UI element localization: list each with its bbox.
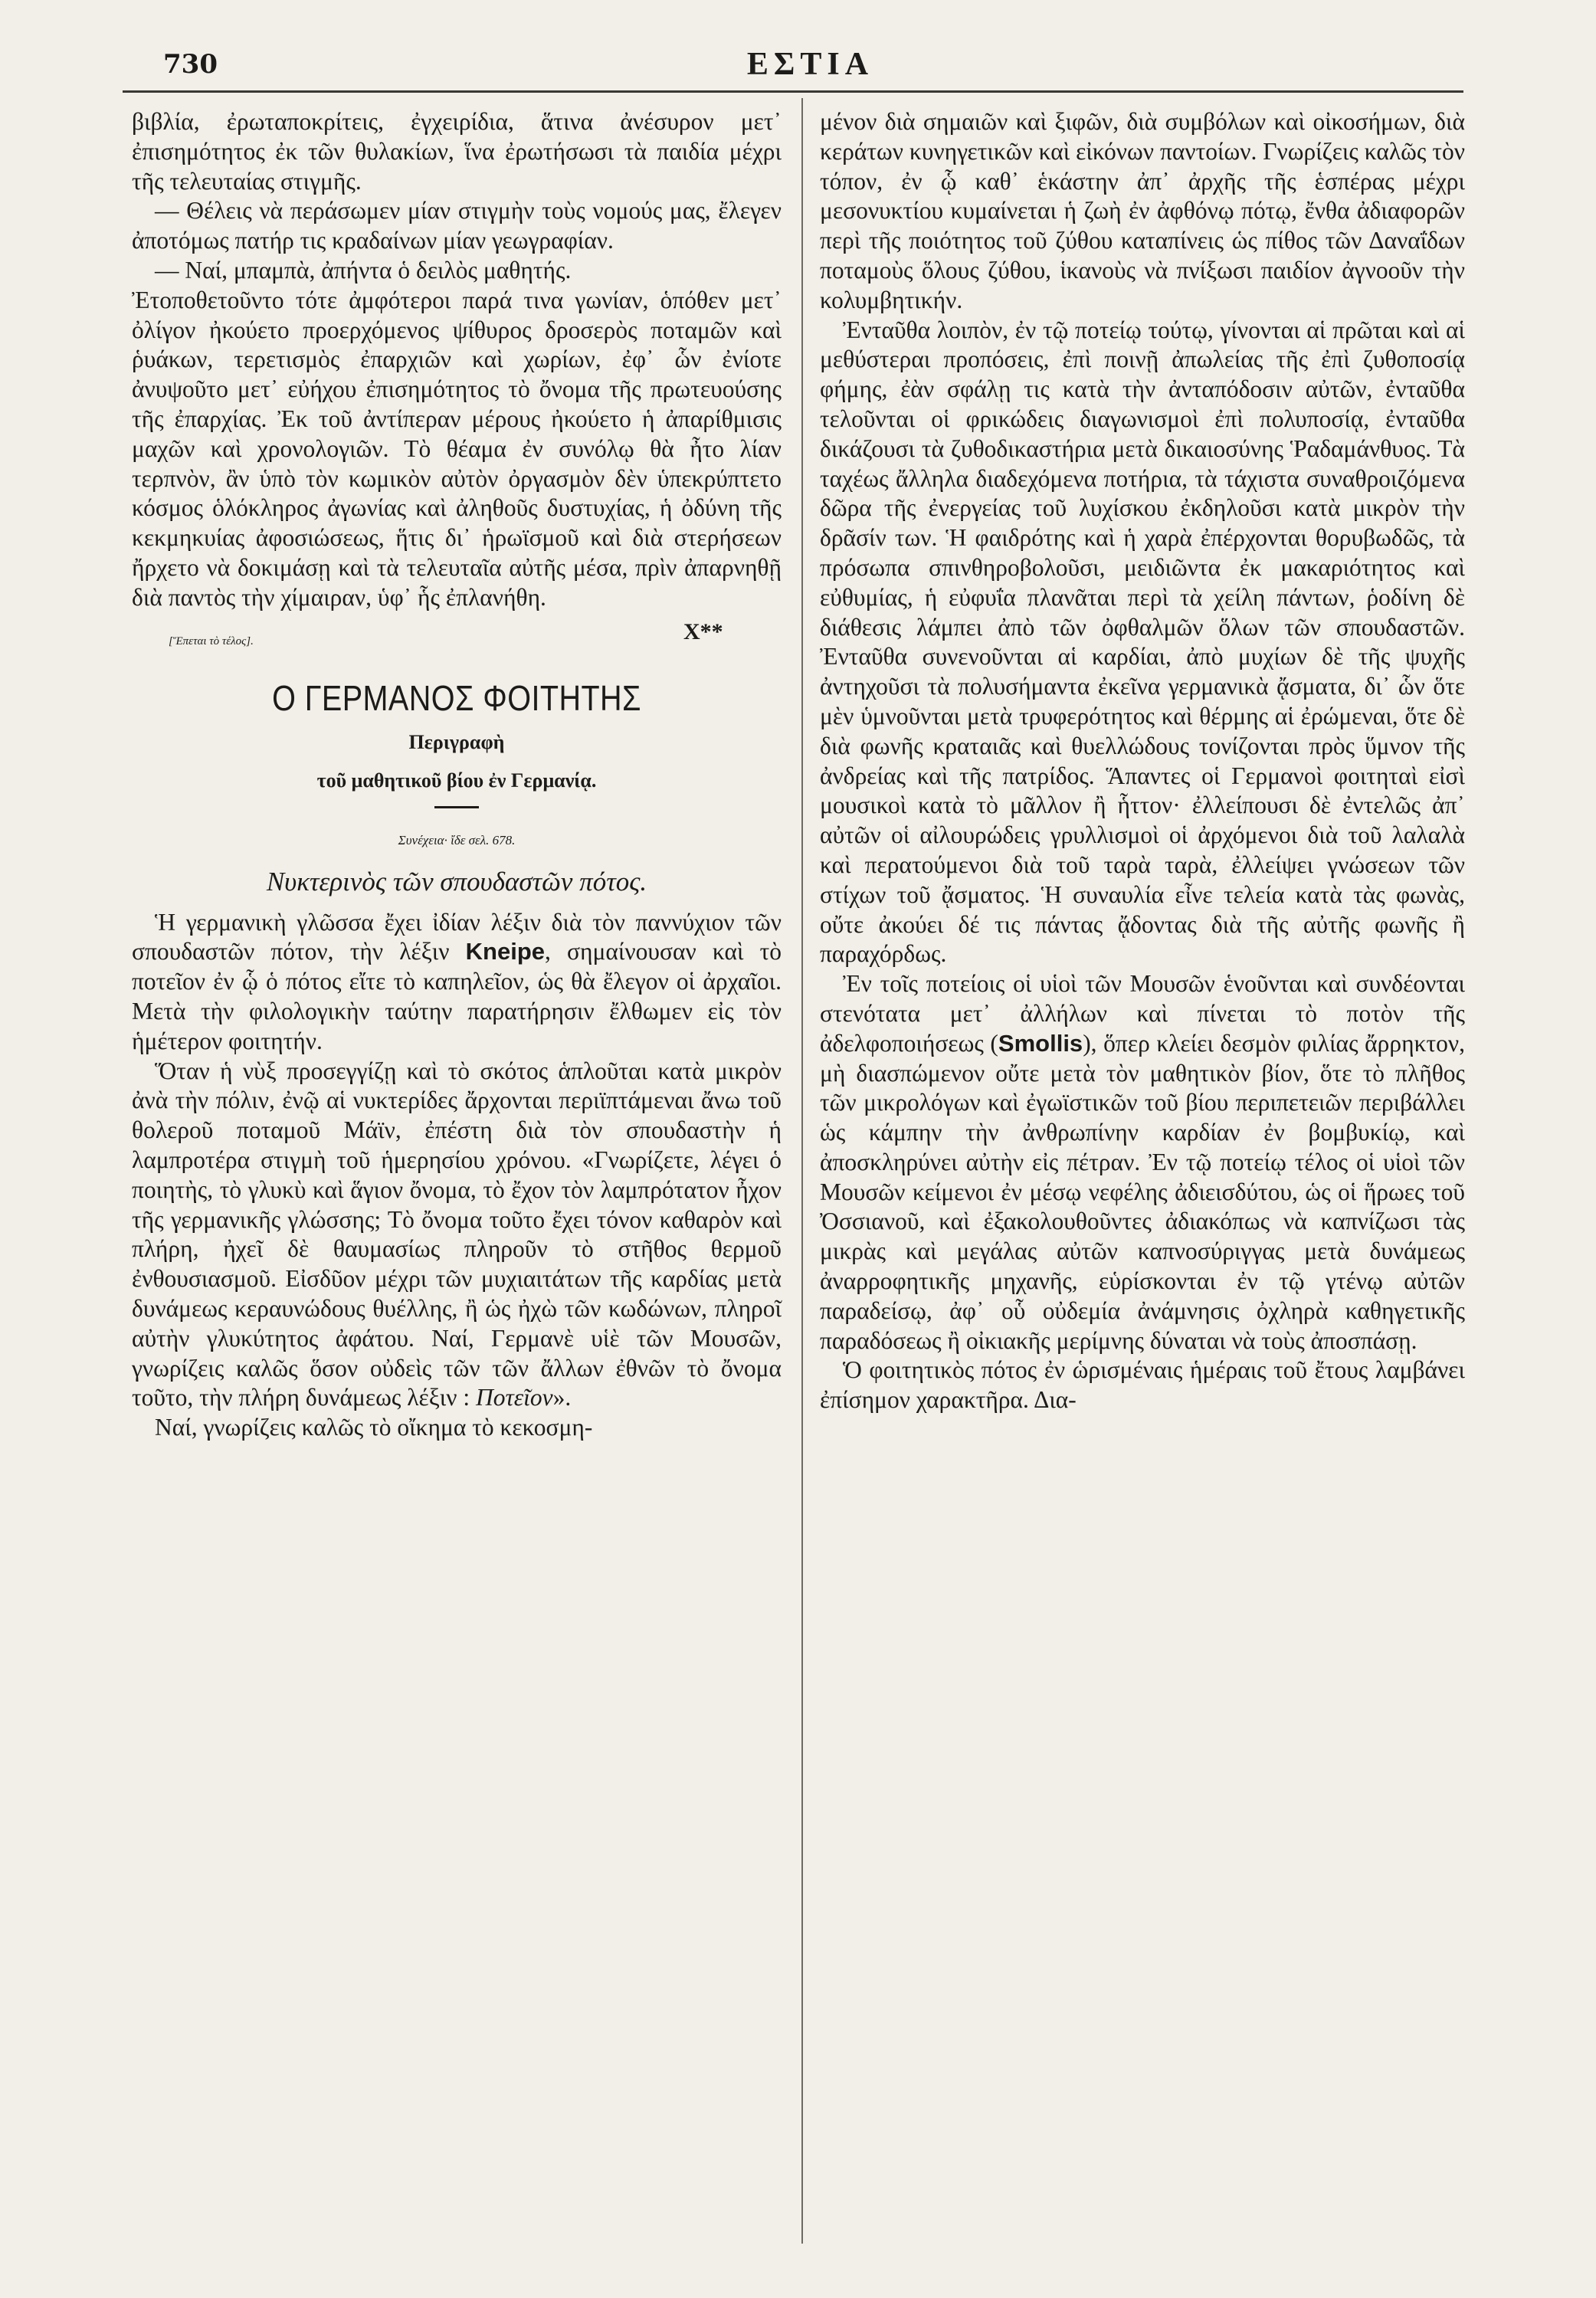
paragraph: — Ναί, μπαμπὰ, ἀπήντα ὁ δειλὸς μαθητής. bbox=[155, 256, 572, 284]
left-column bbox=[132, 107, 782, 1443]
paragraph-text: Ἡ γερμανικὴ γλῶσσα ἔχει ἰδίαν λέξιν διὰ τὸν παννύχιον τῶν σπουδαστῶν πότον, τὴν λέξιν bbox=[132, 908, 782, 965]
right-column bbox=[820, 107, 1465, 1415]
article-subtitle-line2: τοῦ μαθητικοῦ βίου ἐν Γερμανίᾳ. bbox=[316, 769, 597, 792]
foreign-word: Kneipe bbox=[465, 938, 546, 965]
journal-title: ΕΣΤΙΑ bbox=[746, 47, 874, 82]
paragraph: βιβλία, ἐρωταποκρίτεις, ἐγχειρίδια, ἅτινα ἀνέσυρον μετ᾽ ἐπισημότητος ἐκ τῶν θυλακίων, ἵνα ἐρωτήσωσι τὰ παιδία μέχρι τῆς τελευταίας στιγμῆς. bbox=[132, 108, 782, 195]
article-title: Ο ΓΕΡΜΑΝΟΣ ΦΟΙΤΗΤΗΣ bbox=[272, 677, 641, 718]
paragraph bbox=[820, 969, 1465, 1356]
paragraph-text: ), ὅπερ κλείει δεσμὸν φιλίας ἄρρηκτον, μὴ διασπώμενον οὔτε μετὰ τὸν μαθητικὸν βίον, ὅτε τὸ πλῆθος τῶν μικρολόγων καὶ ἐγωϊστικῶν τοῦ βίου περιπετειῶν περιβάλλει ὡς κάμπην τὴν ἀνθρωπίνην καρδίαν ἐν βομβυκίῳ, καὶ ἀποσκληρύνει αὐτὴν εἰς πέτραν. Ἐν τῷ ποτείῳ τέλος οἱ υἱοὶ τῶν Μουσῶν κείμενοι ἐν μέσῳ νεφέλης ἀδιεισδύτου, ὡς οἱ ἥρωες τοῦ Ὀσσιανοῦ, καὶ ἐξακολουθοῦντες ἀδιακόπως νὰ καπνίζωσι τὰς μικρὰς καὶ μεγάλας αὐτῶν καπνοσύριγγας μετὰ δυνάμεως ἀναρροφητικῆς μηχανῆς, εὑρίσκονται ἐν τῷ γτένῳ αὐτῶν παραδείσῳ, ἀφ᾽ οὗ οὐδεμία ἀνάμνησις ὀχληρὰ καθηγετικῆς παραδόσεως ἢ οἰκιακῆς μερίμνης δύναται νὰ τοὺς ἀποσπάσῃ. bbox=[820, 1029, 1465, 1354]
page-number: 730 bbox=[163, 49, 218, 80]
author-signature: Χ** bbox=[683, 618, 723, 644]
header-rule bbox=[123, 90, 1463, 93]
paragraph: Ἐνταῦθα λοιπὸν, ἐν τῷ ποτείῳ τούτῳ, γίνονται αἱ πρῶται καὶ αἱ μεθύστεραι προπόσεις, ἐπὶ ποινῇ ἀπωλείας τῆς ἐπὶ ζυθοποσίᾳ φήμης, ἐὰν σφάλῃ τις κατὰ τὴν ἀνταπόδοσιν αὐτῶν, ἐνταῦθα τελοῦνται οἱ φρικώδεις διαγωνισμοὶ ἐπὶ πολυποσίᾳ, ἐνταῦθα δικάζουσι τὰ ζυθοδικαστήρια μετὰ δικαιοσύνης Ῥαδαμάνθυος. Τὰ ταχέως ἄλληλα διαδεχόμενα ποτήρια, τὰ τάχιστα συναθροιζόμενα δῶρα τῆς ἐνεργείας τοῦ λυχίσκου ἐκδηλοῦσι κατὰ μικρὸν τὴν δρᾶσίν των. Ἡ φαιδρότης καὶ ἡ χαρὰ ἐπέρχονται θορυβωδῶς, τὰ πρόσωπα σπινθηροβολοῦσι, μειδιῶντα ἐκ μακαριότητος καὶ εὐθυμίας, ἡ εὐφυΐα πλανᾶται περὶ τὰ χείλη πάντων, ῥοδίνη δὲ διάθεσις λάμπει ἀπὸ τῶν ὀφθαλμῶν ὅλων τῶν σπουδαστῶν. Ἐνταῦθα συνενοῦνται αἱ καρδίαι, ἀπὸ μυχίων δὲ τῆς ψυχῆς ἀντηχοῦσι τὰ πολυσήμαντα ἐκεῖνα γερμανικὰ ᾄσματα, δι᾽ ὧν ὅτε μὲν ὑμνοῦνται μετὰ τρυφερότητος καὶ θέρμης αἱ ἐρώμεναι, ὅτε δὲ διὰ φωνῆς κραταιᾶς καὶ θυελλώδους τονίζονται πρὸς ὕμνον τῆς ἀνδρείας καὶ τῆς πατρίδος. Ἅπαντες οἱ Γερμανοὶ φοιτηταὶ εἰσὶ μουσικοὶ κατὰ τὸ μᾶλλον ἢ ἧττον· ἐλλείπουσι δὲ ἐντελῶς ἀπ᾽ αὐτῶν οἱ αἰλουρώδεις γρυλλισμοὶ οἱ ἀρχόμενοι διὰ τοῦ λαλαλὰ καὶ περατούμενοι διὰ τοῦ ταρὰ ταρὰ, ἐλλείψει γνώσεων τῶν στίχων τοῦ ᾄσματος. Ἡ συναυλία εἶνε τελεία κατὰ τὰς φωνὰς, οὔτε ἀκούει δέ τις πάντας ᾄδοντας διὰ τῆς αὐτῆς φωνῆς ἢ παραχόρδως. bbox=[820, 316, 1465, 968]
article-end bbox=[132, 618, 782, 651]
paragraph bbox=[132, 908, 782, 1057]
emphasized-word: Ποτεῖον bbox=[476, 1384, 553, 1411]
paragraph: Ὁ φοιτητικὸς πότος ἐν ὡρισμέναις ἡμέραις τοῦ ἔτους λαμβάνει ἐπίσημον χαρακτῆρα. Δια- bbox=[820, 1356, 1465, 1414]
paragraph: — Θέλεις νὰ περάσωμεν μίαν στιγμὴν τοὺς νομούς μας, ἔλεγεν ἀποτόμως πατήρ τις κραδαίνων μίαν γεωγραφίαν. bbox=[132, 197, 782, 254]
article-subtitle: Περιγραφὴ bbox=[408, 730, 505, 753]
paragraph-text: Ὅταν ἡ νὺξ προσεγγίζῃ καὶ τὸ σκότος ἁπλοῦται κατὰ μικρὸν ἀνὰ τὴν πόλιν, ἐνῷ αἱ νυκτερίδες ἄρχονται περιϊπτάμεναι ἄνω τοῦ θολεροῦ ποταμοῦ Μάϊν, ἐπέστη διὰ τὸν σπουδαστὴν ἡ λαμπροτέρα στιγμὴ τοῦ ἡμερησίου χρόνου. «Γνωρίζετε, λέγει ὁ ποιητὴς, τὸ γλυκὺ καὶ ἅγιον ὄνομα, τὸ ἔχον τὸν λαμπρότατον ἦχον τῆς γερμανικῆς γλώσσης; Τὸ ὄνομα τοῦτο ἔχει τόνον καθαρὸν καὶ πλήρη, ἠχεῖ δὲ θαυμασίως πληροῦν τὸ στῆθος θερμοῦ ἐνθουσιασμοῦ. Εἰσδῦον μέχρι τῶν μυχιαιτάτων τῆς καρδίας μετὰ δυνάμεως κεραυνώδους θυέλλης, ἢ ὡς ἠχὼ τῶν κωδώνων, πληροῖ αὐτὴν γλυκύτητος ἀφάτου. Ναί, Γερμανὲ υἱὲ τῶν Μουσῶν, γνωρίζεις καλῶς ὅσον οὐδεὶς τῶν τῶν ἄλλων ἐθνῶν τὸ ὄνομα τοῦτο, τὴν πλήρη δυνάμεως λέξιν : bbox=[132, 1057, 782, 1411]
paragraph-text: ». bbox=[552, 1384, 572, 1411]
paragraph-text: Ἐν τοῖς ποτείοις οἱ υἱοὶ τῶν Μουσῶν ἑνοῦνται καὶ συνδέονται στενότατα μετ᾽ ἀλλήλων καὶ πίνεται τὸ ποτὸν τῆς ἀδελφοποιήσεως ( bbox=[820, 970, 1465, 1057]
column-divider bbox=[801, 98, 803, 2244]
paragraph: μένον διὰ σημαιῶν καὶ ξιφῶν, διὰ συμβόλων καὶ οἰκοσήμων, διὰ κεράτων κυνηγετικῶν καὶ εἰκόνων παντοίων. Γνωρίζεις καλῶς τὸν τόπον, ἐν ᾧ καθ᾽ ἑκάστην ἀπ᾽ ἀρχῆς τῆς ἑσπέρας μέχρι μεσονυκτίου κυμαίνεται ἡ ζωὴ ἐν ἀφθόνῳ πότῳ, ἔνθα ἀδιαφορῶν περὶ τῆς ποιότητος τοῦ ζύθου καταπίνεις ὡς πίθος τῶν Δαναΐδων ποταμοὺς ὅλους ζύθου, ἱκανοὺς νὰ πνίξωσι παιδίον ἀγνοοῦν τὴν κολυμβητικήν. bbox=[820, 108, 1465, 313]
foreign-word: Smollis bbox=[998, 1029, 1083, 1057]
paragraph: Ἐτοποθετοῦντο τότε ἀμφότεροι παρά τινα γωνίαν, ὁπόθεν μετ᾽ ὀλίγον ἠκούετο προερχόμενος ψίθυρος δροσερὸς ποταμῶν καὶ ῥυάκων, τερετισμὸς ἐπαρχιῶν καὶ χωρίων, ἐφ᾽ ὧν ἐνίοτε ἀνυψοῦτο μετ᾽ εὐήχου ἐπισημότητος τὸ ὄνομα τῆς πρωτευούσης τῆς ἐπαρχίας. Ἐκ τοῦ ἀντίπεραν μέρους ἠκούετο ἡ ἀπαρίθμισις μαχῶν καὶ χρονολογιῶν. Τὸ θέαμα ἐν συνόλῳ θὰ ἦτο λίαν τερπνὸν, ἂν ὑπὸ τὸν κωμικὸν αὐτὸν ὀργασμὸν δὲν ὑπεκρύπτετο κόσμος ὁλόκληρος ἀγωνίας καὶ ἀληθοῦς δυστυχίας, ἡ ὀδύνη τῆς κεκμηκυίας ἀφοσιώσεως, ἥτις δι᾽ ἡρωϊσμοῦ καὶ διὰ στερήσεων ἤρχετο νὰ δοκιμάσῃ καὶ τὰ τελευταῖα αὐτῆς μέσα, πρὶν ἀπαρνηθῇ διὰ παντὸς τὴν χίμαιραν, ὑφ᾽ ἧς ἐπλανήθη. bbox=[132, 286, 782, 611]
page-header bbox=[157, 40, 1463, 87]
paragraph bbox=[132, 1057, 782, 1414]
continuation-note: Συνέχεια· ἴδε σελ. 678. bbox=[398, 832, 516, 847]
section-heading: Νυκτερινὸς τῶν σπουδαστῶν πότος. bbox=[266, 866, 647, 897]
title-rule bbox=[434, 806, 479, 808]
paragraph: Ναί, γνωρίζεις καλῶς τὸ οἴκημα τὸ κεκοσμη- bbox=[155, 1414, 593, 1441]
paragraph-text: , σημαίνουσαν καὶ τὸ ποτεῖον ἐν ᾧ ὁ πότος εἴτε τὸ καπηλεῖον, ὡς θὰ ἔλεγον οἱ ἀρχαῖοι. Μετὰ τὴν φιλολογικὴν ταύτην παρατήρησιν ἔλθωμεν εἰς τὸν ἡμέτερον φοιτητήν. bbox=[132, 938, 782, 1054]
to-be-continued-note: [Ἕπεται τὸ τέλος]. bbox=[169, 634, 254, 647]
